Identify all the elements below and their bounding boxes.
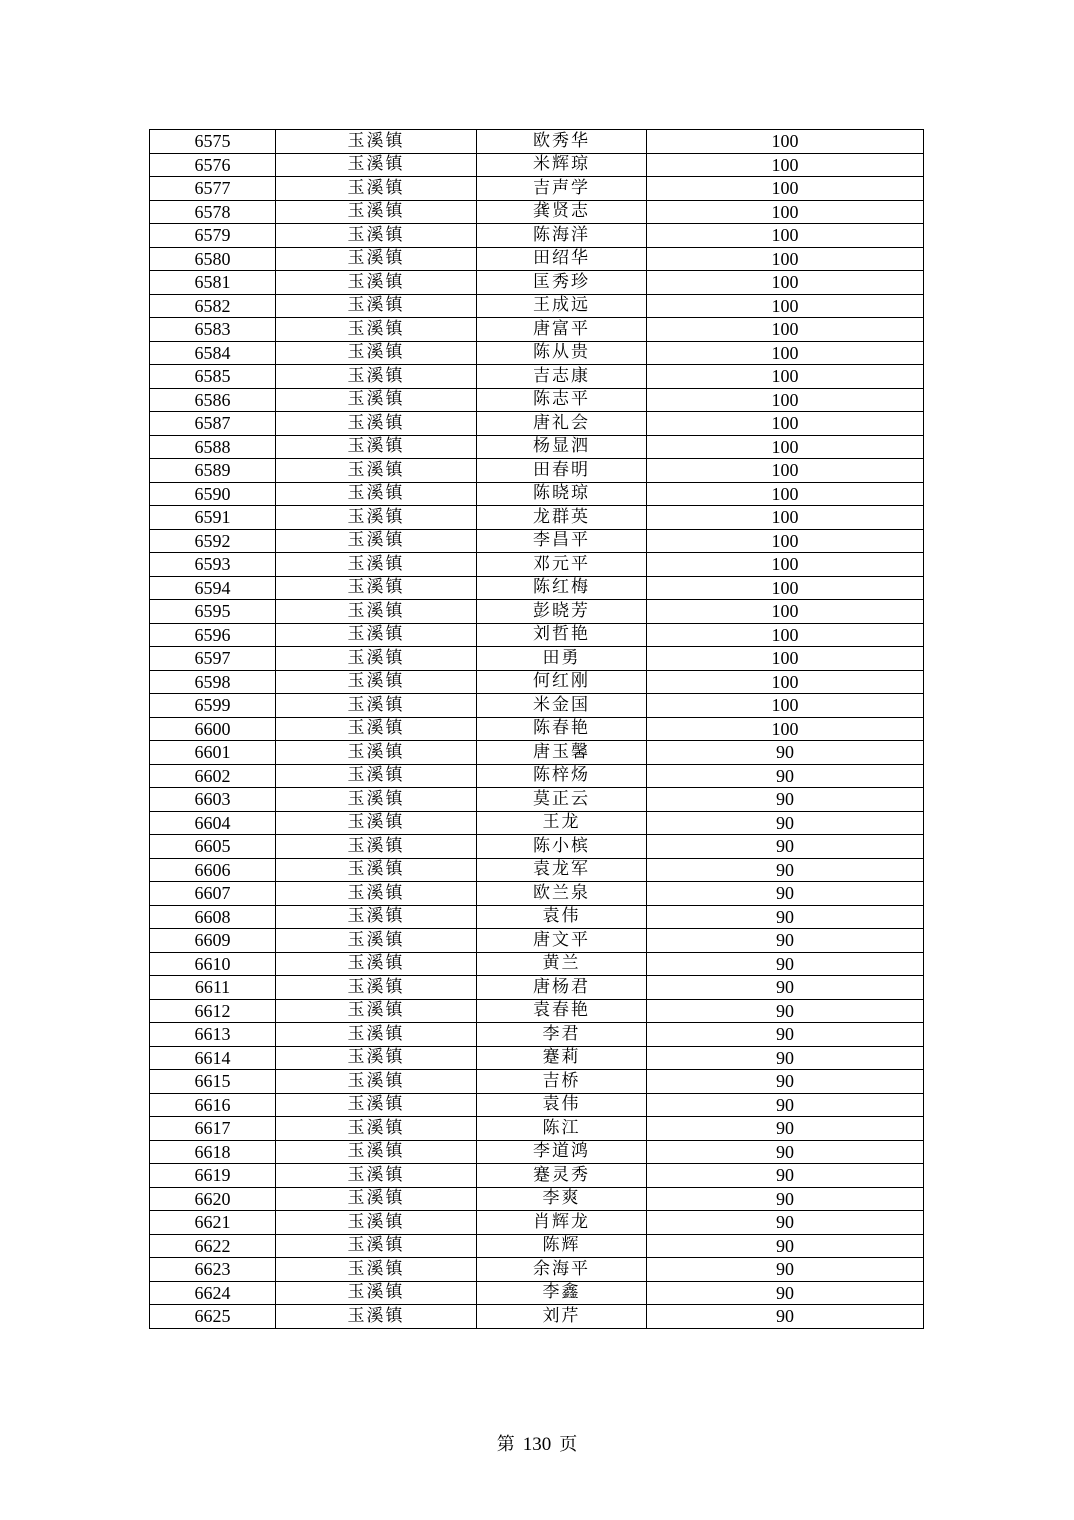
cell-score: 90 <box>647 1305 924 1329</box>
cell-name: 米金国 <box>477 694 647 718</box>
cell-number: 6623 <box>150 1258 276 1282</box>
table-row <box>150 623 924 647</box>
cell-number: 6603 <box>150 788 276 812</box>
cell-score: 90 <box>647 835 924 859</box>
cell-number: 6606 <box>150 858 276 882</box>
cell-score: 90 <box>647 1211 924 1235</box>
cell-score: 100 <box>647 576 924 600</box>
table-row <box>150 1281 924 1305</box>
cell-town: 玉溪镇 <box>276 858 477 882</box>
cell-number: 6590 <box>150 482 276 506</box>
cell-score: 90 <box>647 1187 924 1211</box>
cell-town: 玉溪镇 <box>276 130 477 154</box>
cell-town: 玉溪镇 <box>276 294 477 318</box>
cell-town: 玉溪镇 <box>276 976 477 1000</box>
table-row <box>150 365 924 389</box>
cell-number: 6602 <box>150 764 276 788</box>
cell-score: 90 <box>647 788 924 812</box>
cell-name: 欧秀华 <box>477 130 647 154</box>
cell-name: 陈海洋 <box>477 224 647 248</box>
cell-name: 陈江 <box>477 1117 647 1141</box>
table-row <box>150 506 924 530</box>
cell-town: 玉溪镇 <box>276 600 477 624</box>
cell-score: 100 <box>647 365 924 389</box>
cell-number: 6621 <box>150 1211 276 1235</box>
page-number: 130 <box>522 1434 552 1455</box>
cell-name: 龙群英 <box>477 506 647 530</box>
cell-name: 唐富平 <box>477 318 647 342</box>
table-row <box>150 670 924 694</box>
cell-number: 6593 <box>150 553 276 577</box>
cell-town: 玉溪镇 <box>276 999 477 1023</box>
cell-score: 90 <box>647 976 924 1000</box>
cell-name: 袁龙军 <box>477 858 647 882</box>
table-row <box>150 224 924 248</box>
cell-score: 90 <box>647 1023 924 1047</box>
cell-score: 90 <box>647 1258 924 1282</box>
cell-score: 90 <box>647 882 924 906</box>
cell-town: 玉溪镇 <box>276 247 477 271</box>
cell-name: 陈梓炀 <box>477 764 647 788</box>
cell-name: 陈春艳 <box>477 717 647 741</box>
table-row <box>150 177 924 201</box>
cell-score: 90 <box>647 764 924 788</box>
table-row <box>150 576 924 600</box>
table-row <box>150 1258 924 1282</box>
cell-number: 6595 <box>150 600 276 624</box>
cell-score: 100 <box>647 694 924 718</box>
cell-number: 6597 <box>150 647 276 671</box>
table-row <box>150 341 924 365</box>
cell-name: 田绍华 <box>477 247 647 271</box>
cell-town: 玉溪镇 <box>276 1234 477 1258</box>
cell-number: 6615 <box>150 1070 276 1094</box>
cell-town: 玉溪镇 <box>276 1164 477 1188</box>
cell-town: 玉溪镇 <box>276 647 477 671</box>
table-row <box>150 741 924 765</box>
table-row <box>150 929 924 953</box>
table-row <box>150 905 924 929</box>
table-row <box>150 553 924 577</box>
cell-number: 6610 <box>150 952 276 976</box>
cell-score: 100 <box>647 294 924 318</box>
cell-town: 玉溪镇 <box>276 224 477 248</box>
cell-score: 100 <box>647 600 924 624</box>
cell-name: 吉声学 <box>477 177 647 201</box>
cell-number: 6579 <box>150 224 276 248</box>
cell-name: 唐文平 <box>477 929 647 953</box>
table-row <box>150 882 924 906</box>
cell-town: 玉溪镇 <box>276 1117 477 1141</box>
table-row <box>150 200 924 224</box>
table-row <box>150 1305 924 1329</box>
cell-number: 6576 <box>150 153 276 177</box>
cell-score: 90 <box>647 1140 924 1164</box>
cell-score: 90 <box>647 929 924 953</box>
cell-number: 6578 <box>150 200 276 224</box>
cell-town: 玉溪镇 <box>276 388 477 412</box>
cell-name: 刘哲艳 <box>477 623 647 647</box>
table-row <box>150 412 924 436</box>
cell-town: 玉溪镇 <box>276 482 477 506</box>
cell-score: 100 <box>647 529 924 553</box>
cell-town: 玉溪镇 <box>276 365 477 389</box>
cell-number: 6605 <box>150 835 276 859</box>
cell-town: 玉溪镇 <box>276 1258 477 1282</box>
cell-number: 6624 <box>150 1281 276 1305</box>
cell-number: 6575 <box>150 130 276 154</box>
cell-score: 90 <box>647 858 924 882</box>
cell-number: 6598 <box>150 670 276 694</box>
cell-number: 6604 <box>150 811 276 835</box>
cell-score: 100 <box>647 177 924 201</box>
cell-town: 玉溪镇 <box>276 177 477 201</box>
cell-number: 6589 <box>150 459 276 483</box>
cell-score: 90 <box>647 1093 924 1117</box>
cell-number: 6611 <box>150 976 276 1000</box>
table-row <box>150 1023 924 1047</box>
cell-town: 玉溪镇 <box>276 741 477 765</box>
cell-score: 90 <box>647 999 924 1023</box>
cell-name: 陈晓琼 <box>477 482 647 506</box>
table-row <box>150 247 924 271</box>
cell-score: 90 <box>647 1117 924 1141</box>
cell-town: 玉溪镇 <box>276 882 477 906</box>
table-row <box>150 976 924 1000</box>
cell-name: 肖辉龙 <box>477 1211 647 1235</box>
cell-town: 玉溪镇 <box>276 670 477 694</box>
cell-score: 90 <box>647 1046 924 1070</box>
table-row <box>150 1117 924 1141</box>
cell-score: 100 <box>647 200 924 224</box>
cell-town: 玉溪镇 <box>276 318 477 342</box>
cell-name: 刘芹 <box>477 1305 647 1329</box>
cell-score: 90 <box>647 1234 924 1258</box>
cell-town: 玉溪镇 <box>276 1305 477 1329</box>
table-row <box>150 1234 924 1258</box>
data-table <box>149 129 924 1329</box>
cell-score: 100 <box>647 318 924 342</box>
cell-town: 玉溪镇 <box>276 341 477 365</box>
cell-number: 6592 <box>150 529 276 553</box>
cell-number: 6614 <box>150 1046 276 1070</box>
cell-name: 吉桥 <box>477 1070 647 1094</box>
table-row <box>150 482 924 506</box>
cell-score: 100 <box>647 670 924 694</box>
cell-name: 唐礼会 <box>477 412 647 436</box>
cell-number: 6620 <box>150 1187 276 1211</box>
cell-name: 李爽 <box>477 1187 647 1211</box>
cell-town: 玉溪镇 <box>276 1281 477 1305</box>
cell-town: 玉溪镇 <box>276 576 477 600</box>
cell-number: 6588 <box>150 435 276 459</box>
table-row <box>150 1093 924 1117</box>
cell-name: 田春明 <box>477 459 647 483</box>
cell-town: 玉溪镇 <box>276 788 477 812</box>
cell-number: 6586 <box>150 388 276 412</box>
table-row <box>150 1046 924 1070</box>
cell-name: 龚贤志 <box>477 200 647 224</box>
cell-score: 90 <box>647 952 924 976</box>
cell-number: 6609 <box>150 929 276 953</box>
cell-number: 6594 <box>150 576 276 600</box>
table-row <box>150 811 924 835</box>
cell-number: 6591 <box>150 506 276 530</box>
cell-score: 100 <box>647 341 924 365</box>
cell-town: 玉溪镇 <box>276 459 477 483</box>
cell-name: 黄兰 <box>477 952 647 976</box>
cell-number: 6607 <box>150 882 276 906</box>
cell-score: 90 <box>647 905 924 929</box>
cell-name: 何红刚 <box>477 670 647 694</box>
cell-town: 玉溪镇 <box>276 905 477 929</box>
cell-score: 100 <box>647 647 924 671</box>
page-prefix: 第 <box>496 1434 515 1455</box>
cell-number: 6619 <box>150 1164 276 1188</box>
cell-number: 6599 <box>150 694 276 718</box>
cell-town: 玉溪镇 <box>276 929 477 953</box>
table-row <box>150 388 924 412</box>
cell-name: 陈从贵 <box>477 341 647 365</box>
table-row <box>150 1187 924 1211</box>
cell-town: 玉溪镇 <box>276 1187 477 1211</box>
cell-name: 吉志康 <box>477 365 647 389</box>
cell-number: 6618 <box>150 1140 276 1164</box>
table-row <box>150 835 924 859</box>
cell-town: 玉溪镇 <box>276 764 477 788</box>
table-row <box>150 271 924 295</box>
cell-number: 6577 <box>150 177 276 201</box>
cell-town: 玉溪镇 <box>276 1140 477 1164</box>
table-row <box>150 529 924 553</box>
cell-number: 6585 <box>150 365 276 389</box>
cell-name: 袁伟 <box>477 905 647 929</box>
cell-score: 100 <box>647 435 924 459</box>
cell-score: 100 <box>647 153 924 177</box>
cell-name: 李道鸿 <box>477 1140 647 1164</box>
cell-name: 匡秀珍 <box>477 271 647 295</box>
table-row <box>150 294 924 318</box>
cell-score: 100 <box>647 130 924 154</box>
cell-number: 6622 <box>150 1234 276 1258</box>
cell-name: 陈小槟 <box>477 835 647 859</box>
cell-name: 李昌平 <box>477 529 647 553</box>
table-row <box>150 459 924 483</box>
cell-score: 90 <box>647 1281 924 1305</box>
cell-town: 玉溪镇 <box>276 811 477 835</box>
table-row <box>150 858 924 882</box>
cell-number: 6616 <box>150 1093 276 1117</box>
cell-town: 玉溪镇 <box>276 271 477 295</box>
cell-score: 100 <box>647 623 924 647</box>
table-row <box>150 130 924 154</box>
table-row <box>150 694 924 718</box>
cell-name: 陈红梅 <box>477 576 647 600</box>
table-row <box>150 999 924 1023</box>
table-body <box>150 130 924 1329</box>
cell-town: 玉溪镇 <box>276 1070 477 1094</box>
cell-number: 6581 <box>150 271 276 295</box>
cell-town: 玉溪镇 <box>276 1093 477 1117</box>
cell-town: 玉溪镇 <box>276 1023 477 1047</box>
page-footer <box>0 1430 1074 1456</box>
cell-number: 6587 <box>150 412 276 436</box>
cell-score: 90 <box>647 1070 924 1094</box>
cell-town: 玉溪镇 <box>276 1211 477 1235</box>
cell-town: 玉溪镇 <box>276 694 477 718</box>
cell-score: 100 <box>647 224 924 248</box>
cell-name: 蹇莉 <box>477 1046 647 1070</box>
cell-score: 90 <box>647 811 924 835</box>
cell-score: 90 <box>647 1164 924 1188</box>
cell-name: 邓元平 <box>477 553 647 577</box>
table-row <box>150 318 924 342</box>
cell-name: 王成远 <box>477 294 647 318</box>
cell-town: 玉溪镇 <box>276 153 477 177</box>
table-row <box>150 435 924 459</box>
cell-name: 杨显泗 <box>477 435 647 459</box>
cell-name: 唐玉馨 <box>477 741 647 765</box>
cell-name: 袁春艳 <box>477 999 647 1023</box>
cell-name: 彭晓芳 <box>477 600 647 624</box>
cell-number: 6584 <box>150 341 276 365</box>
cell-town: 玉溪镇 <box>276 717 477 741</box>
cell-number: 6580 <box>150 247 276 271</box>
cell-score: 100 <box>647 459 924 483</box>
table-row <box>150 600 924 624</box>
cell-name: 陈志平 <box>477 388 647 412</box>
cell-name: 陈辉 <box>477 1234 647 1258</box>
cell-town: 玉溪镇 <box>276 506 477 530</box>
cell-number: 6625 <box>150 1305 276 1329</box>
cell-name: 莫正云 <box>477 788 647 812</box>
cell-name: 李君 <box>477 1023 647 1047</box>
cell-number: 6601 <box>150 741 276 765</box>
cell-score: 100 <box>647 247 924 271</box>
cell-town: 玉溪镇 <box>276 952 477 976</box>
cell-score: 90 <box>647 741 924 765</box>
cell-score: 100 <box>647 553 924 577</box>
cell-number: 6583 <box>150 318 276 342</box>
cell-name: 余海平 <box>477 1258 647 1282</box>
cell-town: 玉溪镇 <box>276 623 477 647</box>
table-row <box>150 647 924 671</box>
cell-name: 欧兰泉 <box>477 882 647 906</box>
table-row <box>150 1164 924 1188</box>
cell-number: 6612 <box>150 999 276 1023</box>
table-row <box>150 764 924 788</box>
cell-town: 玉溪镇 <box>276 412 477 436</box>
table-row <box>150 153 924 177</box>
table-row <box>150 952 924 976</box>
cell-town: 玉溪镇 <box>276 435 477 459</box>
cell-name: 李鑫 <box>477 1281 647 1305</box>
cell-name: 米辉琼 <box>477 153 647 177</box>
cell-number: 6582 <box>150 294 276 318</box>
table-row <box>150 788 924 812</box>
cell-name: 田勇 <box>477 647 647 671</box>
cell-town: 玉溪镇 <box>276 1046 477 1070</box>
cell-name: 袁伟 <box>477 1093 647 1117</box>
cell-number: 6617 <box>150 1117 276 1141</box>
cell-town: 玉溪镇 <box>276 200 477 224</box>
table-row <box>150 1211 924 1235</box>
table-row <box>150 1070 924 1094</box>
page-suffix: 页 <box>559 1434 578 1455</box>
cell-name: 王龙 <box>477 811 647 835</box>
cell-name: 唐杨君 <box>477 976 647 1000</box>
cell-number: 6613 <box>150 1023 276 1047</box>
table-row <box>150 1140 924 1164</box>
cell-number: 6608 <box>150 905 276 929</box>
cell-score: 100 <box>647 271 924 295</box>
cell-score: 100 <box>647 506 924 530</box>
cell-town: 玉溪镇 <box>276 835 477 859</box>
cell-town: 玉溪镇 <box>276 529 477 553</box>
table-row <box>150 717 924 741</box>
cell-score: 100 <box>647 482 924 506</box>
cell-score: 100 <box>647 388 924 412</box>
cell-score: 100 <box>647 717 924 741</box>
cell-number: 6596 <box>150 623 276 647</box>
cell-town: 玉溪镇 <box>276 553 477 577</box>
cell-name: 蹇灵秀 <box>477 1164 647 1188</box>
cell-score: 100 <box>647 412 924 436</box>
cell-number: 6600 <box>150 717 276 741</box>
